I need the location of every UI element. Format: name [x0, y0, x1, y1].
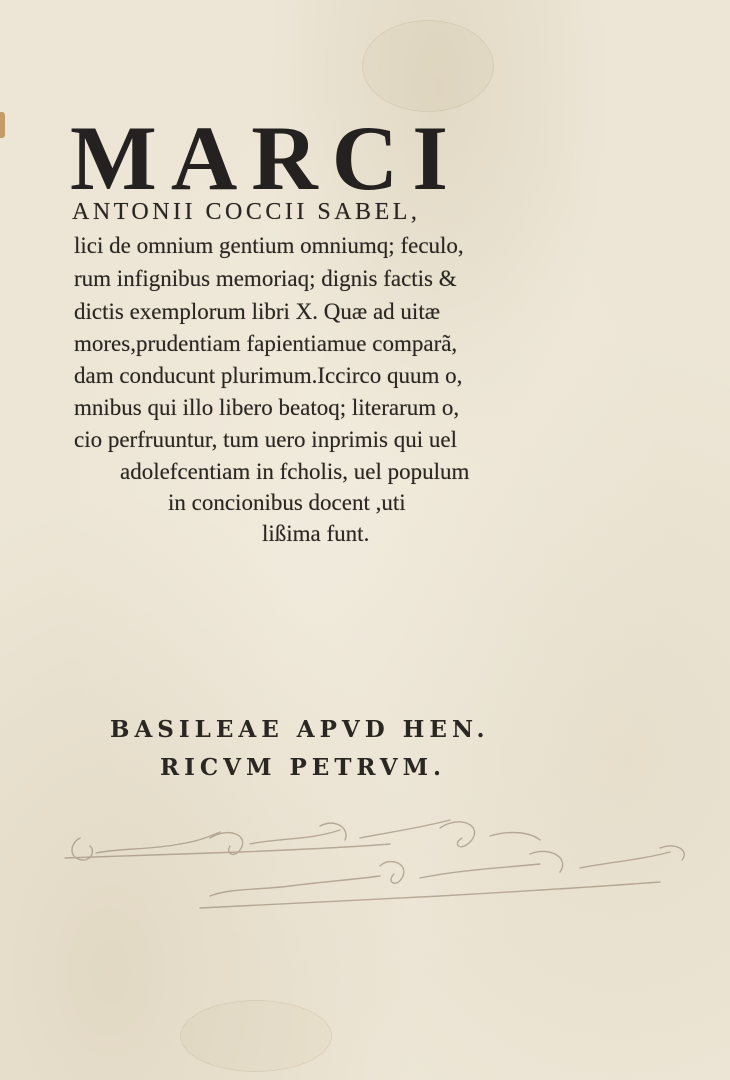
page-edge-mark: [0, 112, 5, 138]
paper-stain: [180, 1000, 332, 1072]
text-line: rum infignibus memoriaq; dignis factis &: [74, 266, 457, 291]
title-letter: R: [251, 107, 332, 209]
title-letter: A: [170, 107, 252, 209]
text-line: in concionibus docent ,uti: [168, 490, 406, 515]
title-letter: I: [412, 107, 463, 209]
title-letter: M: [70, 107, 171, 209]
title-marci: [70, 107, 590, 209]
text-line: adolefcentiam in fcholis, uel populum: [120, 459, 470, 484]
text-line: mnibus qui illo libero beatoq; literarum o,: [74, 395, 460, 420]
text-line: dam conducunt plurimum.Iccirco quum o,: [74, 363, 463, 388]
text-line: mores,prudentiam fapientiamue comparã,: [74, 331, 458, 356]
text-line: cio perfruuntur, tum uero inprimis qui uel: [74, 427, 457, 452]
text-line: dictis exemplorum libri X. Quæ ad uitæ: [74, 299, 441, 324]
text-line: lißima funt.: [262, 521, 370, 546]
paper-stain: [362, 20, 494, 112]
imprint-line: RICVM PETRVM.: [160, 754, 447, 781]
handwritten-ownership-inscription: [60, 808, 710, 938]
imprint-line: BASILEAE APVD HEN.: [110, 716, 490, 743]
title-letter: C: [331, 107, 413, 209]
text-line: ANTONII COCCII SABEL,: [72, 199, 421, 225]
text-line: lici de omnium gentium omniumq; feculo,: [74, 233, 464, 258]
